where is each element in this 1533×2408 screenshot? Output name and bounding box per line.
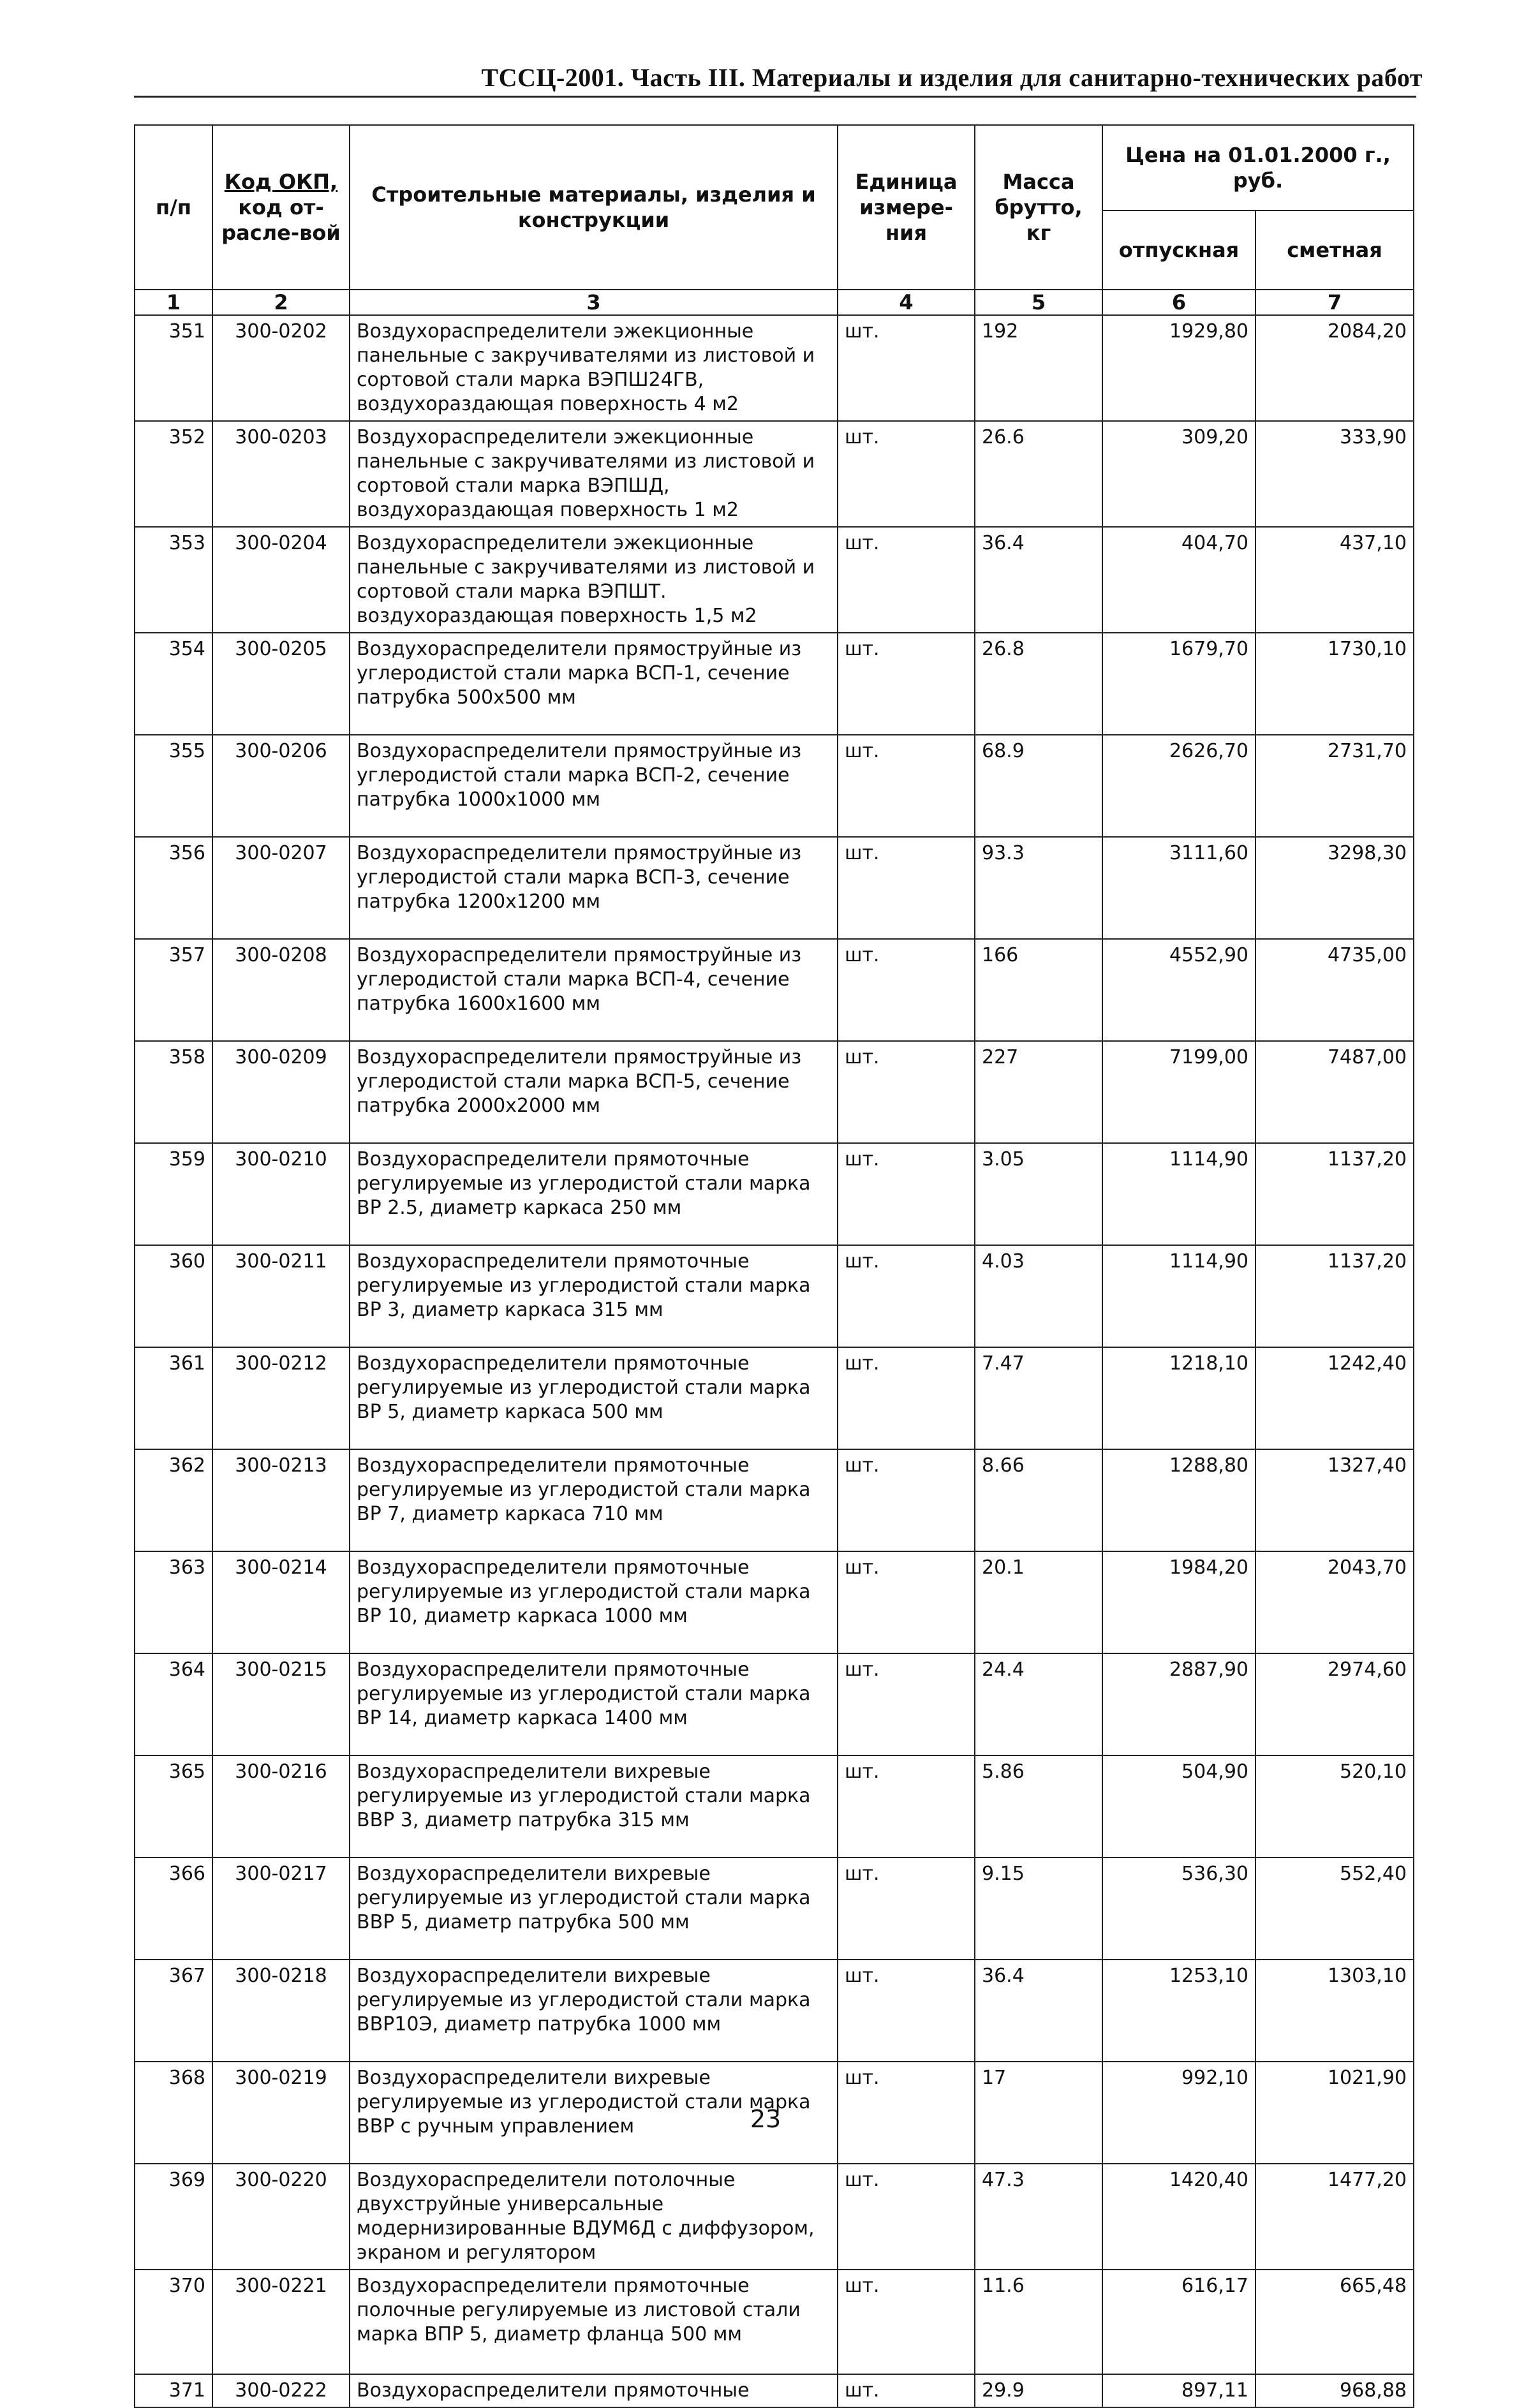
header-name: Строительные материалы, изделия и конструкции: [350, 125, 838, 290]
row-price-release: 504,90: [1102, 1755, 1255, 1858]
column-number: 7: [1255, 290, 1414, 315]
row-price-release: 309,20: [1102, 421, 1255, 527]
row-mass: 11.6: [975, 2270, 1102, 2374]
row-price-estimate: 3298,30: [1255, 837, 1414, 939]
row-code: 300-0204: [212, 527, 350, 633]
row-code: 300-0212: [212, 1347, 350, 1449]
column-number: 5: [975, 290, 1102, 315]
row-np: 352: [135, 421, 212, 527]
row-mass: 166: [975, 939, 1102, 1041]
row-name: Воздухораспределители эжекционные панельные с закручивателями из листовой и сортовой стали марка ВЭПШ24ГВ, воздухораздающая поверхность 4 м2: [350, 315, 838, 421]
row-np: 364: [135, 1653, 212, 1755]
row-code: 300-0216: [212, 1755, 350, 1858]
row-np: 354: [135, 633, 212, 735]
row-price-estimate: 2084,20: [1255, 315, 1414, 421]
row-name: Воздухораспределители эжекционные панельные с закручивателями из листовой и сортовой стали марка ВЭПШД, воздухораздающая поверхность 1 м2: [350, 421, 838, 527]
row-name: Воздухораспределители эжекционные панельные с закручивателями из листовой и сортовой стали марка ВЭПШТ. воздухораздающая поверхность 1,5 м2: [350, 527, 838, 633]
row-mass: 26.6: [975, 421, 1102, 527]
row-mass: 227: [975, 1041, 1102, 1143]
row-code: 300-0221: [212, 2270, 350, 2374]
row-mass: 93.3: [975, 837, 1102, 939]
row-name: Воздухораспределители прямоструйные из углеродистой стали марка ВСП-2, сечение патрубка 1000x1000 мм: [350, 735, 838, 837]
row-unit: шт.: [838, 421, 975, 527]
row-name: Воздухораспределители прямоточные полочные регулируемые из листовой стали марка ВПР 5, диаметр фланца 500 мм: [350, 2270, 838, 2374]
row-price-release: 1420,40: [1102, 2164, 1255, 2270]
row-price-estimate: 1730,10: [1255, 633, 1414, 735]
table-row: [135, 1551, 1414, 1653]
row-unit: шт.: [838, 1551, 975, 1653]
header-code-bottom: код от-расле-вой: [221, 195, 341, 245]
row-np: 353: [135, 527, 212, 633]
row-price-estimate: 2731,70: [1255, 735, 1414, 837]
row-name: Воздухораспределители прямоточные регулируемые из углеродистой стали марка ВР 5, диаметр каркаса 500 мм: [350, 1347, 838, 1449]
row-code: 300-0203: [212, 421, 350, 527]
row-unit: шт.: [838, 1653, 975, 1755]
row-np: 356: [135, 837, 212, 939]
row-code: 300-0219: [212, 2062, 350, 2164]
row-name: Воздухораспределители прямоточные регулируемые из углеродистой стали марка ВР 14, диаметр каркаса 1400 мм: [350, 1653, 838, 1755]
row-price-release: 3111,60: [1102, 837, 1255, 939]
table-row: [135, 837, 1414, 939]
price-table: [134, 124, 1414, 2408]
row-mass: 17: [975, 2062, 1102, 2164]
row-mass: 24.4: [975, 1653, 1102, 1755]
row-price-release: 1114,90: [1102, 1245, 1255, 1347]
row-code: 300-0202: [212, 315, 350, 421]
row-np: 370: [135, 2270, 212, 2374]
row-name: Воздухораспределители прямоструйные из углеродистой стали марка ВСП-4, сечение патрубка 1600x1600 мм: [350, 939, 838, 1041]
header-price-release: отпускная: [1102, 211, 1255, 290]
row-name: Воздухораспределители вихревые регулируемые из углеродистой стали марка ВВР10Э, диаметр патрубка 1000 мм: [350, 1960, 838, 2062]
column-number: 4: [838, 290, 975, 315]
header-code: [212, 125, 350, 290]
header-price-group: Цена на 01.01.2000 г., руб.: [1102, 125, 1414, 211]
row-price-estimate: 1242,40: [1255, 1347, 1414, 1449]
table-row: [135, 421, 1414, 527]
row-mass: 5.86: [975, 1755, 1102, 1858]
row-price-estimate: 1303,10: [1255, 1960, 1414, 2062]
table-row: [135, 315, 1414, 421]
row-name: Воздухораспределители вихревые регулируемые из углеродистой стали марка ВВР с ручным управлением: [350, 2062, 838, 2164]
row-mass: 68.9: [975, 735, 1102, 837]
row-name: Воздухораспределители прямоточные регулируемые из углеродистой стали марка ВР 2.5, диаметр каркаса 250 мм: [350, 1143, 838, 1245]
row-code: 300-0211: [212, 1245, 350, 1347]
row-code: 300-0218: [212, 1960, 350, 2062]
row-price-estimate: 520,10: [1255, 1755, 1414, 1858]
row-mass: 4.03: [975, 1245, 1102, 1347]
row-price-release: 1288,80: [1102, 1449, 1255, 1551]
table-row: [135, 1449, 1414, 1551]
row-unit: шт.: [838, 1041, 975, 1143]
row-np: 371: [135, 2374, 212, 2407]
row-price-release: 2887,90: [1102, 1653, 1255, 1755]
column-number: 3: [350, 290, 838, 315]
row-price-release: 1253,10: [1102, 1960, 1255, 2062]
row-code: 300-0214: [212, 1551, 350, 1653]
row-np: 360: [135, 1245, 212, 1347]
row-price-release: 2626,70: [1102, 735, 1255, 837]
row-name: Воздухораспределители прямоточные регулируемые из углеродистой стали марка ВР 7, диаметр каркаса 710 мм: [350, 1449, 838, 1551]
table-row: [135, 939, 1414, 1041]
table-row: [135, 1041, 1414, 1143]
row-price-release: 616,17: [1102, 2270, 1255, 2374]
row-unit: шт.: [838, 527, 975, 633]
row-unit: шт.: [838, 2270, 975, 2374]
row-np: 363: [135, 1551, 212, 1653]
column-number-row: [135, 290, 1414, 315]
document-header-title: ТССЦ-2001. Часть III. Материалы и изделия для санитарно-технических работ: [481, 63, 1423, 92]
column-number: 1: [135, 290, 212, 315]
row-name: Воздухораспределители вихревые регулируемые из углеродистой стали марка ВВР 3, диаметр патрубка 315 мм: [350, 1755, 838, 1858]
row-name: Воздухораспределители вихревые регулируемые из углеродистой стали марка ВВР 5, диаметр патрубка 500 мм: [350, 1858, 838, 1960]
page-number: 23: [750, 2105, 781, 2133]
row-code: 300-0220: [212, 2164, 350, 2270]
table-row: [135, 1245, 1414, 1347]
row-mass: 36.4: [975, 1960, 1102, 2062]
row-unit: шт.: [838, 735, 975, 837]
row-name: Воздухораспределители потолочные двухструйные универсальные модернизированные ВДУМ6Д с диффузором, экраном и регулятором: [350, 2164, 838, 2270]
row-price-release: 1929,80: [1102, 315, 1255, 421]
table-row: [135, 1755, 1414, 1858]
row-price-estimate: 2974,60: [1255, 1653, 1414, 1755]
row-name: Воздухораспределители прямоточные: [350, 2374, 838, 2407]
column-number: 2: [212, 290, 350, 315]
row-price-estimate: 1137,20: [1255, 1245, 1414, 1347]
row-unit: шт.: [838, 315, 975, 421]
row-price-release: 992,10: [1102, 2062, 1255, 2164]
row-name: Воздухораспределители прямоструйные из углеродистой стали марка ВСП-5, сечение патрубка 2000x2000 мм: [350, 1041, 838, 1143]
table-row: [135, 2164, 1414, 2270]
row-code: 300-0217: [212, 1858, 350, 1960]
row-unit: шт.: [838, 2062, 975, 2164]
row-unit: шт.: [838, 939, 975, 1041]
row-price-release: 1114,90: [1102, 1143, 1255, 1245]
row-unit: шт.: [838, 1449, 975, 1551]
row-unit: шт.: [838, 1347, 975, 1449]
row-mass: 7.47: [975, 1347, 1102, 1449]
row-price-estimate: 968,88: [1255, 2374, 1414, 2407]
row-price-estimate: 1137,20: [1255, 1143, 1414, 1245]
row-mass: 20.1: [975, 1551, 1102, 1653]
table-row: [135, 1347, 1414, 1449]
row-name: Воздухораспределители прямоструйные из углеродистой стали марка ВСП-1, сечение патрубка 500x500 мм: [350, 633, 838, 735]
row-np: 366: [135, 1858, 212, 1960]
row-np: 361: [135, 1347, 212, 1449]
row-name: Воздухораспределители прямоточные регулируемые из углеродистой стали марка ВР 10, диаметр каркаса 1000 мм: [350, 1551, 838, 1653]
row-np: 362: [135, 1449, 212, 1551]
header-price-estimate: сметная: [1255, 211, 1414, 290]
row-np: 368: [135, 2062, 212, 2164]
row-unit: шт.: [838, 837, 975, 939]
table-row: [135, 1960, 1414, 2062]
row-price-estimate: 437,10: [1255, 527, 1414, 633]
row-np: 351: [135, 315, 212, 421]
table-row: [135, 1653, 1414, 1755]
row-price-estimate: 552,40: [1255, 1858, 1414, 1960]
table-row: [135, 1858, 1414, 1960]
row-code: 300-0210: [212, 1143, 350, 1245]
row-price-estimate: 1021,90: [1255, 2062, 1414, 2164]
row-unit: шт.: [838, 2374, 975, 2407]
row-price-estimate: 7487,00: [1255, 1041, 1414, 1143]
row-price-release: 4552,90: [1102, 939, 1255, 1041]
table-row: [135, 2374, 1414, 2407]
column-number: 6: [1102, 290, 1255, 315]
row-mass: 26.8: [975, 633, 1102, 735]
row-mass: 29.9: [975, 2374, 1102, 2407]
table-row: [135, 735, 1414, 837]
row-mass: 36.4: [975, 527, 1102, 633]
row-code: 300-0206: [212, 735, 350, 837]
row-price-release: 1218,10: [1102, 1347, 1255, 1449]
header-mass: Масса брутто, кг: [975, 125, 1102, 290]
row-price-release: 7199,00: [1102, 1041, 1255, 1143]
row-mass: 8.66: [975, 1449, 1102, 1551]
row-np: 357: [135, 939, 212, 1041]
row-mass: 192: [975, 315, 1102, 421]
row-price-estimate: 333,90: [1255, 421, 1414, 527]
row-code: 300-0205: [212, 633, 350, 735]
row-price-estimate: 1477,20: [1255, 2164, 1414, 2270]
row-np: 355: [135, 735, 212, 837]
row-code: 300-0222: [212, 2374, 350, 2407]
row-name: Воздухораспределители прямоточные регулируемые из углеродистой стали марка ВР 3, диаметр каркаса 315 мм: [350, 1245, 838, 1347]
row-price-release: 1679,70: [1102, 633, 1255, 735]
table-header-row: [135, 125, 1414, 211]
row-np: 367: [135, 1960, 212, 2062]
row-np: 369: [135, 2164, 212, 2270]
row-price-release: 536,30: [1102, 1858, 1255, 1960]
table-row: [135, 1143, 1414, 1245]
row-code: 300-0207: [212, 837, 350, 939]
row-code: 300-0208: [212, 939, 350, 1041]
row-code: 300-0215: [212, 1653, 350, 1755]
row-price-release: 1984,20: [1102, 1551, 1255, 1653]
row-name: Воздухораспределители прямоструйные из углеродистой стали марка ВСП-3, сечение патрубка 1200x1200 мм: [350, 837, 838, 939]
row-unit: шт.: [838, 1143, 975, 1245]
row-price-release: 404,70: [1102, 527, 1255, 633]
row-price-release: 897,11: [1102, 2374, 1255, 2407]
table-row: [135, 633, 1414, 735]
header-code-top: Код ОКП,: [224, 170, 338, 194]
row-unit: шт.: [838, 1755, 975, 1858]
row-unit: шт.: [838, 633, 975, 735]
row-price-estimate: 665,48: [1255, 2270, 1414, 2374]
table-row: [135, 527, 1414, 633]
header-np: п/п: [135, 125, 212, 290]
row-unit: шт.: [838, 1858, 975, 1960]
row-unit: шт.: [838, 1245, 975, 1347]
row-price-estimate: 1327,40: [1255, 1449, 1414, 1551]
row-mass: 3.05: [975, 1143, 1102, 1245]
row-np: 358: [135, 1041, 212, 1143]
row-np: 365: [135, 1755, 212, 1858]
row-code: 300-0213: [212, 1449, 350, 1551]
row-price-estimate: 4735,00: [1255, 939, 1414, 1041]
row-mass: 47.3: [975, 2164, 1102, 2270]
row-mass: 9.15: [975, 1858, 1102, 1960]
header-unit: Единица измере-ния: [838, 125, 975, 290]
row-unit: шт.: [838, 1960, 975, 2062]
row-unit: шт.: [838, 2164, 975, 2270]
header-divider: [134, 96, 1416, 98]
row-np: 359: [135, 1143, 212, 1245]
row-price-estimate: 2043,70: [1255, 1551, 1414, 1653]
row-code: 300-0209: [212, 1041, 350, 1143]
table-row: [135, 2270, 1414, 2374]
